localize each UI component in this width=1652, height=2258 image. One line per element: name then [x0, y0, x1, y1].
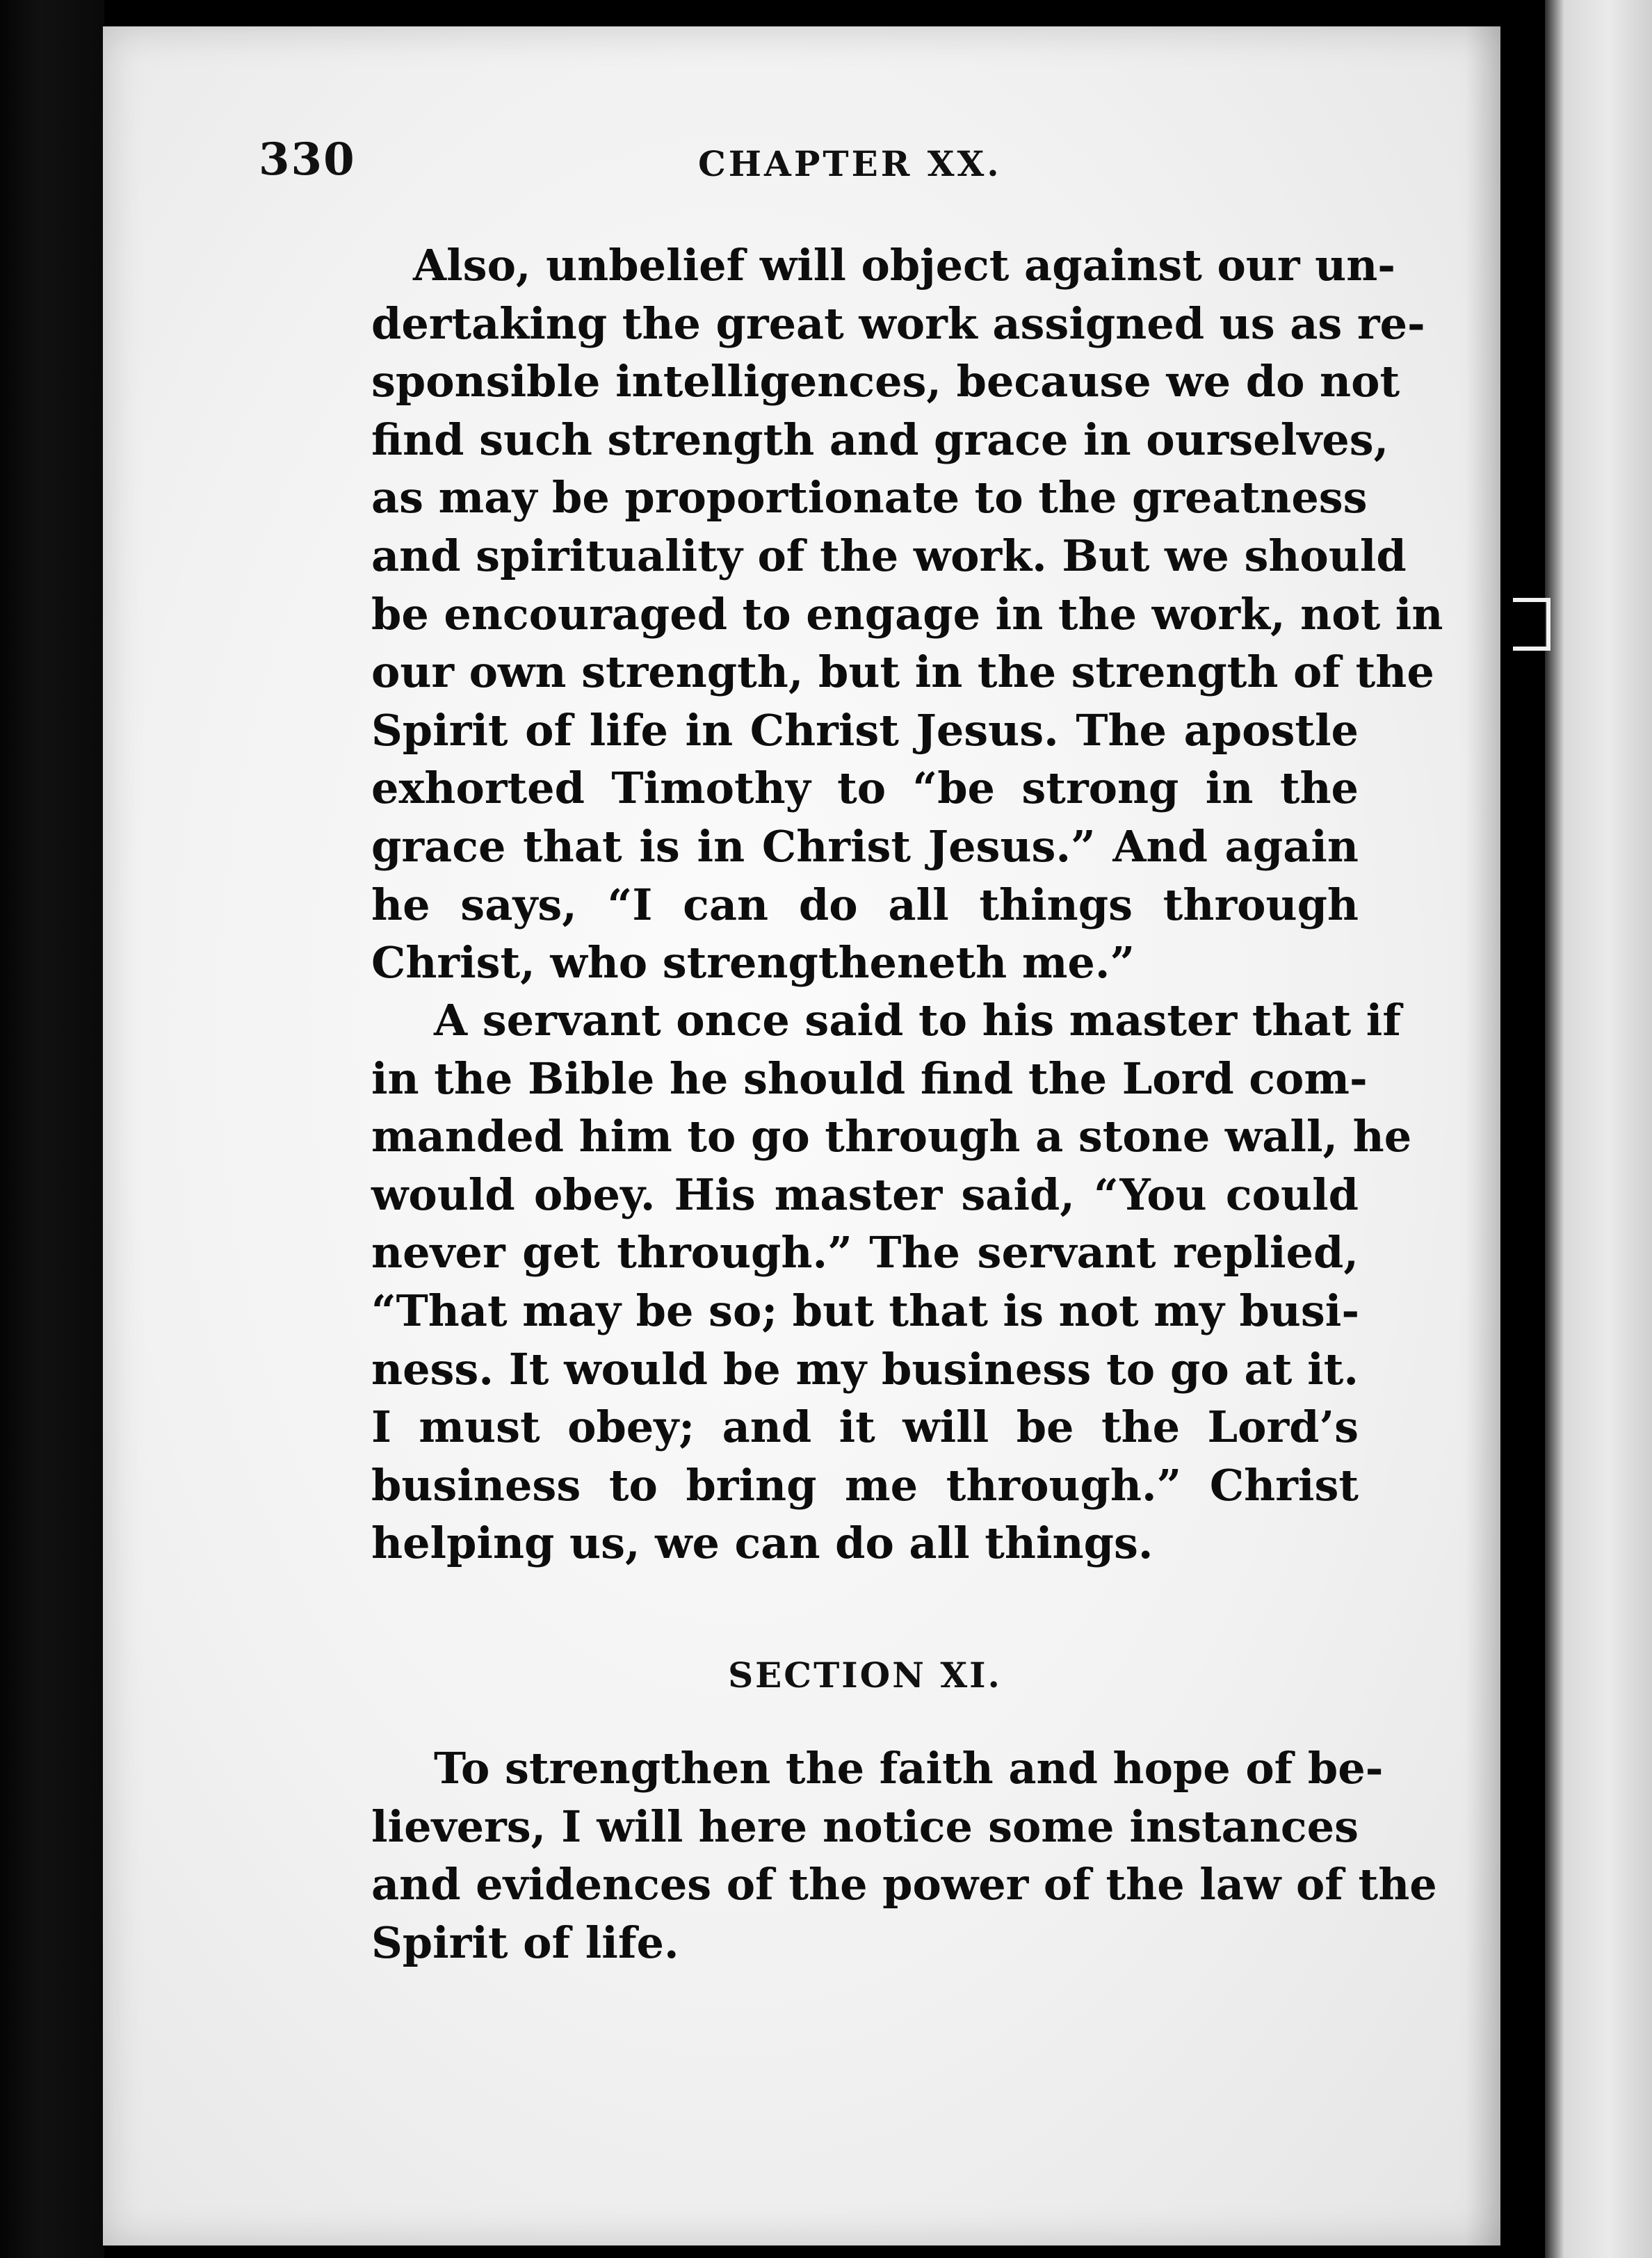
- text-line: sponsible intelligences, because we do not: [371, 356, 1400, 407]
- text-line: I must obey; and it will be the Lord’s: [371, 1402, 1359, 1453]
- text-line: ness. It would be my business to go at it.: [371, 1343, 1359, 1395]
- text-line: find such strength and grace in ourselves,: [371, 414, 1389, 465]
- text-line: in the Bible he should find the Lord com-: [371, 1053, 1368, 1104]
- adjacent-page-edge: [1545, 0, 1652, 2258]
- section-heading: SECTION XI.: [728, 1655, 1002, 1696]
- page-edge-shading: [1466, 26, 1500, 2245]
- paragraph-3: [371, 1739, 1437, 1972]
- text-line: would obey. His master said, “You could: [371, 1169, 1359, 1220]
- text-line: exhorted Timothy to “be strong in the: [371, 763, 1359, 814]
- left-binding-edge: [0, 0, 104, 2258]
- text-line: manded him to go through a stone wall, he: [371, 1111, 1412, 1162]
- text-line: never get through.” The servant replied,: [371, 1227, 1359, 1278]
- text-line: as may be proportionate to the greatness: [371, 472, 1368, 523]
- text-line: Spirit of life.: [371, 1917, 679, 1968]
- text-line: lievers, I will here notice some instances: [371, 1801, 1359, 1852]
- page-header: [259, 133, 1371, 196]
- text-line: our own strength, but in the strength of the: [371, 647, 1434, 698]
- text-line: and evidences of the power of the law of the: [371, 1859, 1437, 1910]
- paragraph-1: [371, 236, 1443, 992]
- text-line: Also, unbelief will object against our un-: [413, 240, 1396, 291]
- text-line: A servant once said to his master that if: [434, 995, 1402, 1046]
- text-line: dertaking the great work assigned us as re-: [371, 298, 1425, 349]
- text-line: Christ, who strengtheneth me.”: [371, 937, 1135, 989]
- text-line: he says, “I can do all things through: [371, 879, 1359, 930]
- text-line: business to bring me through.” Christ: [371, 1459, 1359, 1511]
- running-head: CHAPTER XX.: [698, 143, 1002, 184]
- page-tab-mark: [1513, 598, 1550, 651]
- text-line: grace that is in Christ Jesus.” And again: [371, 820, 1359, 872]
- page-number: 330: [259, 133, 356, 186]
- text-line: “That may be so; but that is not my busi-: [371, 1285, 1360, 1336]
- text-line: helping us, we can do all things.: [371, 1518, 1153, 1569]
- text-line: To strengthen the faith and hope of be-: [434, 1743, 1384, 1794]
- paragraph-2: [371, 991, 1412, 1573]
- text-line: Spirit of life in Christ Jesus. The apostle: [371, 704, 1359, 756]
- text-line: and spirituality of the work. But we should: [371, 530, 1407, 581]
- text-line: be encouraged to engage in the work, not in: [371, 588, 1443, 640]
